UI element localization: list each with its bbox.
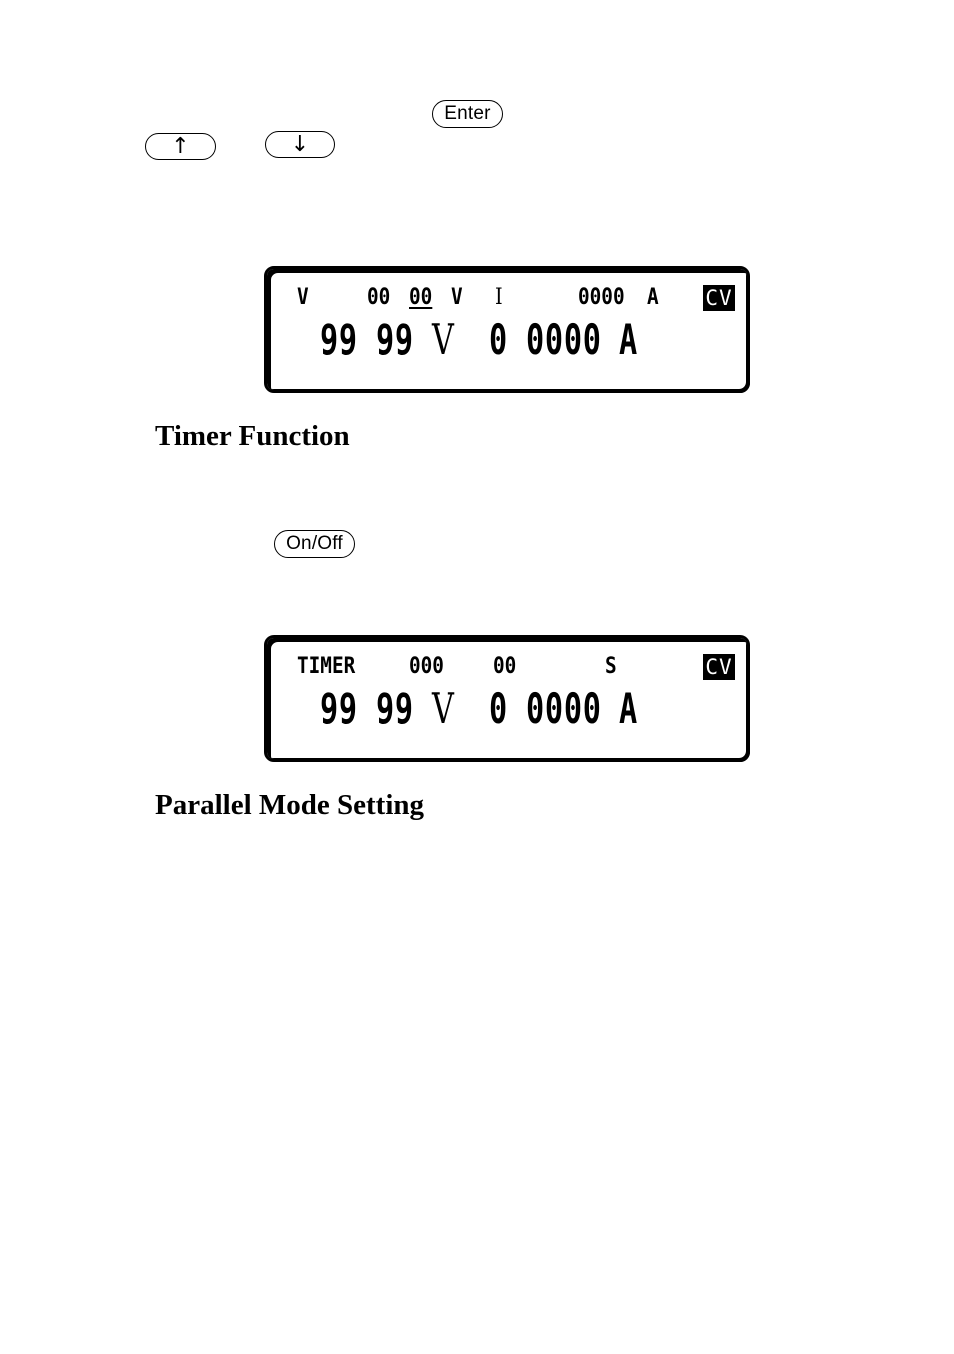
lcd-timer-minutes: 000 <box>409 654 444 679</box>
lcd-v-int: 00 <box>367 285 391 310</box>
down-arrow-glyph: ↓ <box>290 131 310 157</box>
lcd-voltage-dec: 99 <box>376 315 414 364</box>
lcd-timer-label: TIMER <box>297 654 356 679</box>
up-arrow-key-icon <box>145 133 216 160</box>
lcd-i-value: 0000 <box>578 285 625 310</box>
lcd-current-unit: A <box>619 315 638 364</box>
lcd-v-label: V <box>297 285 309 310</box>
cv-mode-badge: CV <box>703 654 735 680</box>
enter-key-label: Enter <box>444 103 491 124</box>
on-off-key-label: On/Off <box>286 533 343 554</box>
lcd-timer-seconds: 00 <box>493 654 517 679</box>
lcd-voltage-int: 99 <box>320 684 358 733</box>
up-arrow-glyph: ↑ <box>171 133 190 159</box>
lcd-current-unit: A <box>619 684 638 733</box>
down-arrow-key-icon <box>265 131 335 158</box>
lcd-i-unit: A <box>647 285 659 310</box>
lcd-current-int: 0 <box>489 315 508 364</box>
lcd-voltage-unit: V <box>432 315 455 364</box>
lcd-current-int: 0 <box>489 684 508 733</box>
lcd-i-label: I <box>495 285 503 310</box>
lcd-frame-corner <box>736 748 750 762</box>
lcd-voltage-int: 99 <box>320 315 358 364</box>
cv-mode-badge: CV <box>703 285 735 311</box>
lcd-voltage-unit: V <box>432 684 455 733</box>
on-off-key-icon <box>274 530 355 558</box>
lcd-v-unit: V <box>451 285 463 310</box>
lcd-frame-corner <box>736 379 750 393</box>
timer-function-heading: Timer Function <box>155 420 350 452</box>
enter-key-icon <box>432 100 503 128</box>
lcd-voltage-dec: 99 <box>376 684 414 733</box>
lcd-display-voltage-setting <box>264 266 750 393</box>
lcd-current-dec: 0000 <box>526 684 602 733</box>
lcd-current-dec: 0000 <box>526 315 602 364</box>
lcd-display-timer <box>264 635 750 762</box>
parallel-mode-setting-heading: Parallel Mode Setting <box>155 789 425 821</box>
lcd-v-dec: 00 <box>409 285 433 310</box>
lcd-timer-seconds-unit: S <box>605 654 617 679</box>
